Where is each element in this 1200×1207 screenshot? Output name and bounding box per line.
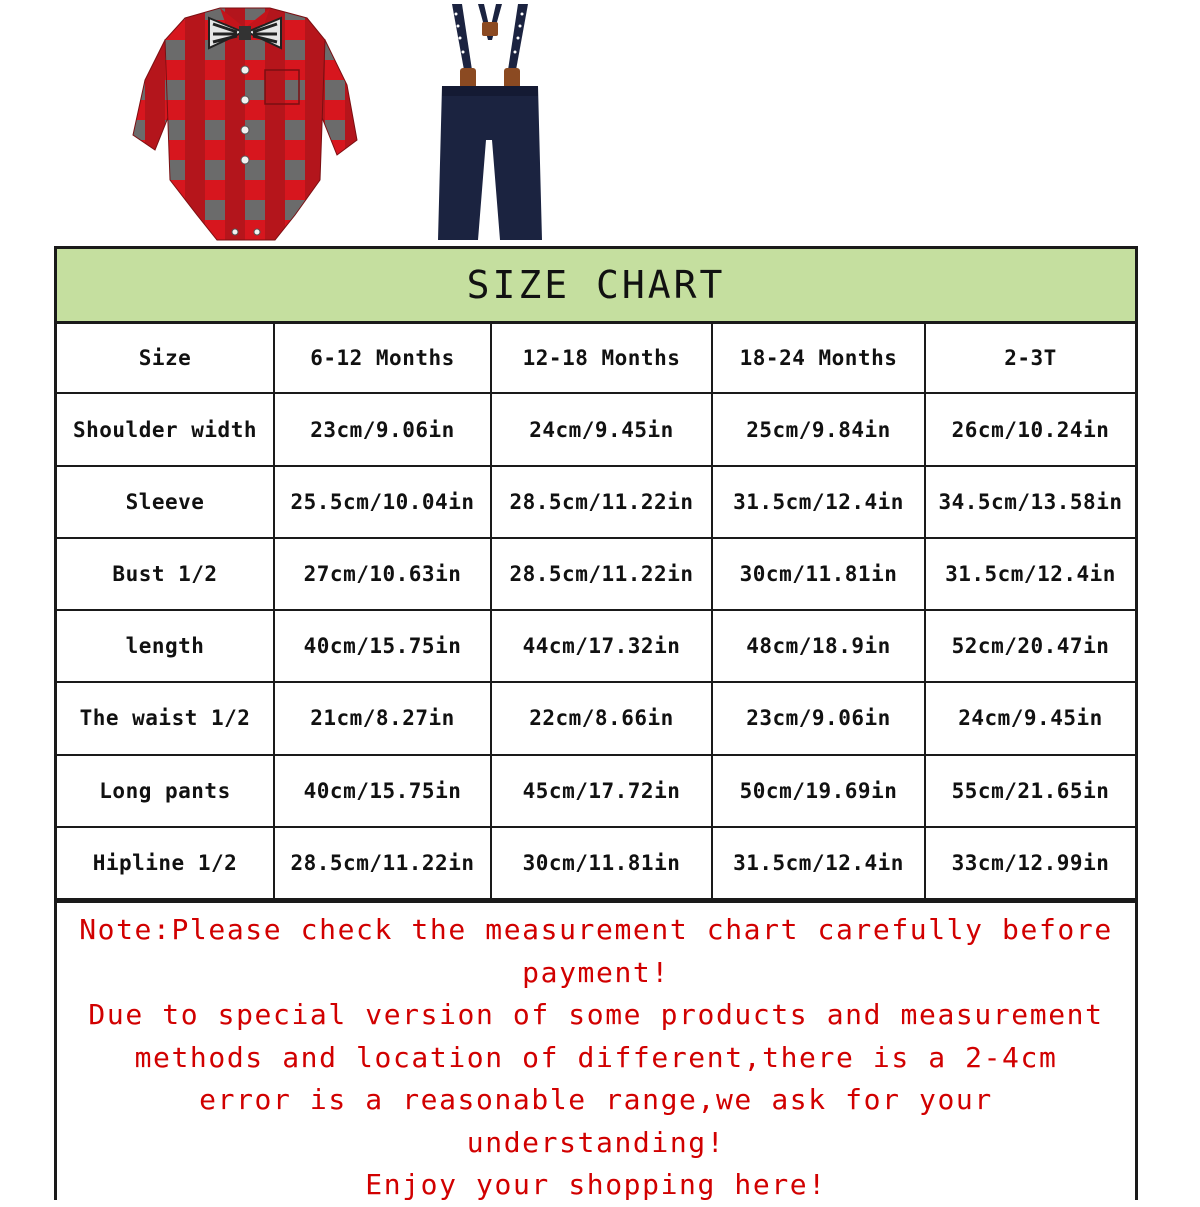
table-cell: 25cm/9.84in xyxy=(712,393,925,465)
chart-title: SIZE CHART xyxy=(57,249,1135,324)
plaid-bodysuit-icon xyxy=(125,0,365,246)
table-row xyxy=(57,827,1135,899)
table-cell: 30cm/11.81in xyxy=(491,827,712,899)
table-cell: 21cm/8.27in xyxy=(274,682,491,754)
table-row xyxy=(57,610,1135,682)
row-label: Long pants xyxy=(57,755,274,827)
measurement-note xyxy=(57,900,1135,1203)
note-line: Note:Please check the measurement chart carefully before xyxy=(79,913,1113,946)
product-images xyxy=(0,0,1200,246)
row-label: Sleeve xyxy=(57,466,274,538)
table-cell: 28.5cm/11.22in xyxy=(274,827,491,899)
table-cell: 25.5cm/10.04in xyxy=(274,466,491,538)
note-line: understanding! xyxy=(466,1125,726,1159)
table-cell: 31.5cm/12.4in xyxy=(712,827,925,899)
note-line: Enjoy your shopping here! xyxy=(365,1168,827,1201)
table-header-row xyxy=(57,324,1135,393)
table-cell: 24cm/9.45in xyxy=(491,393,712,465)
table-cell: 48cm/18.9in xyxy=(712,610,925,682)
table-cell: 23cm/9.06in xyxy=(274,393,491,465)
table-cell: 23cm/9.06in xyxy=(712,682,925,754)
table-cell: 30cm/11.81in xyxy=(712,538,925,610)
table-cell: 52cm/20.47in xyxy=(925,610,1135,682)
table-cell: 40cm/15.75in xyxy=(274,610,491,682)
table-row xyxy=(57,466,1135,538)
table-cell: 27cm/10.63in xyxy=(274,538,491,610)
row-label: length xyxy=(57,610,274,682)
header-cell: 12-18 Months xyxy=(491,324,712,393)
table-cell: 28.5cm/11.22in xyxy=(491,538,712,610)
table-row xyxy=(57,538,1135,610)
table-cell: 55cm/21.65in xyxy=(925,755,1135,827)
table-cell: 45cm/17.72in xyxy=(491,755,712,827)
row-label: Bust 1/2 xyxy=(57,538,274,610)
header-cell: 18-24 Months xyxy=(712,324,925,393)
row-label: Hipline 1/2 xyxy=(57,827,274,899)
table-cell: 31.5cm/12.4in xyxy=(925,538,1135,610)
table-cell: 22cm/8.66in xyxy=(491,682,712,754)
table-row xyxy=(57,393,1135,465)
table-cell: 50cm/19.69in xyxy=(712,755,925,827)
note-line: methods and location of different,there is a 2-4cm xyxy=(134,1040,1058,1074)
table-row xyxy=(57,682,1135,754)
note-line: payment! xyxy=(522,955,670,989)
table-row xyxy=(57,755,1135,827)
row-label: The waist 1/2 xyxy=(57,682,274,754)
table-cell: 24cm/9.45in xyxy=(925,682,1135,754)
table-cell: 40cm/15.75in xyxy=(274,755,491,827)
note-line: error is a reasonable range,we ask for your xyxy=(199,1083,993,1116)
header-cell: Size xyxy=(57,324,274,393)
table-cell: 31.5cm/12.4in xyxy=(712,466,925,538)
table-cell: 44cm/17.32in xyxy=(491,610,712,682)
table-cell: 33cm/12.99in xyxy=(925,827,1135,899)
header-cell: 6-12 Months xyxy=(274,324,491,393)
note-line: Due to special version of some products and measurement xyxy=(88,998,1104,1031)
row-label: Shoulder width xyxy=(57,393,274,465)
size-table xyxy=(57,324,1135,900)
table-cell: 34.5cm/13.58in xyxy=(925,466,1135,538)
table-cell: 28.5cm/11.22in xyxy=(491,466,712,538)
table-cell: 26cm/10.24in xyxy=(925,393,1135,465)
size-chart xyxy=(54,246,1138,1200)
header-cell: 2-3T xyxy=(925,324,1135,393)
suspender-pants-icon xyxy=(430,0,550,246)
